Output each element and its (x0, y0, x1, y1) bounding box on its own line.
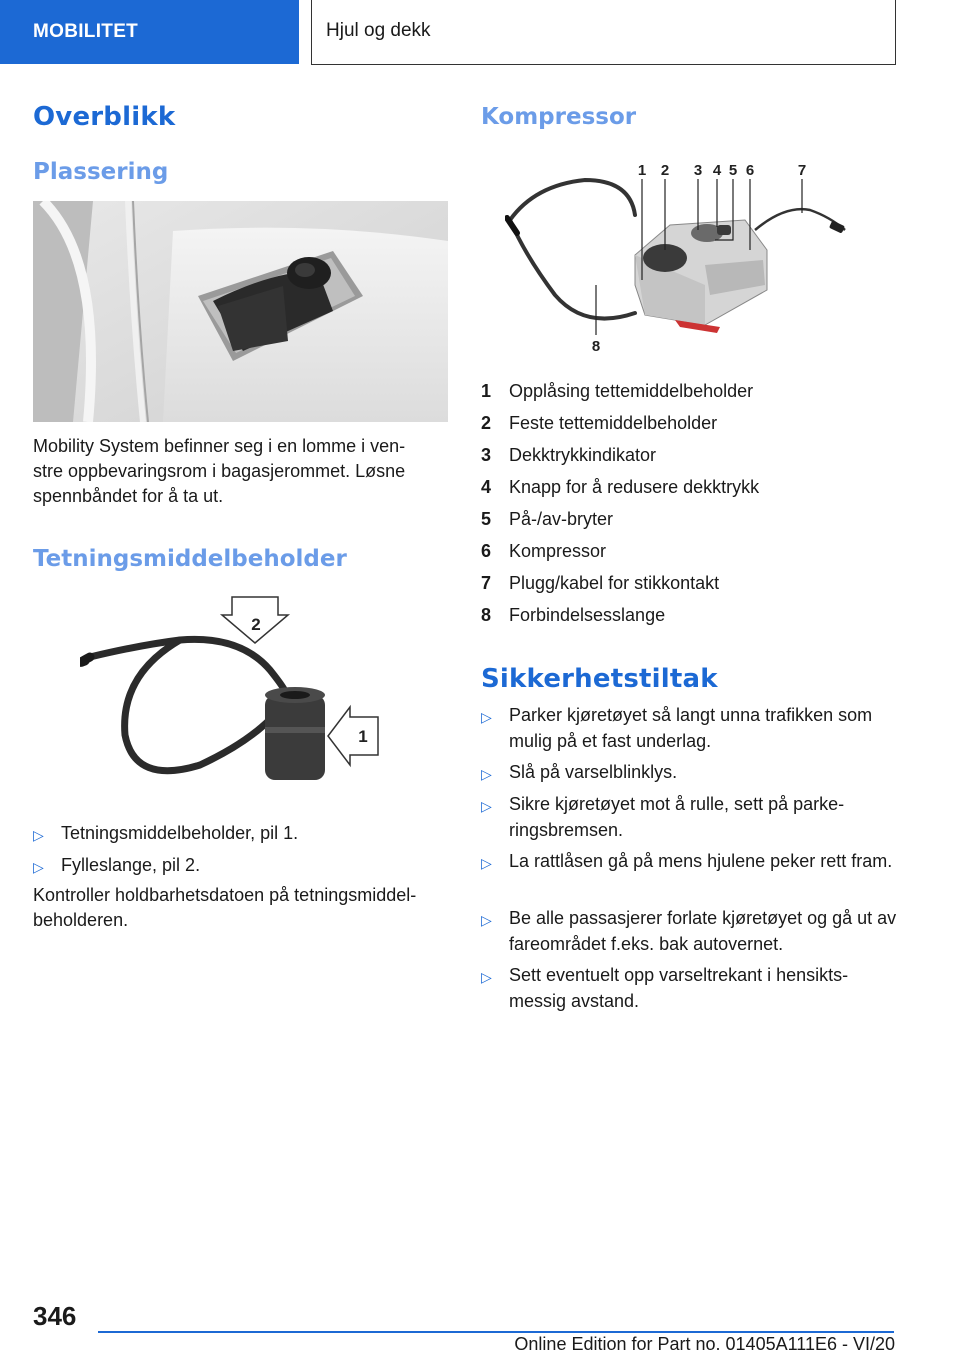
footer-divider (98, 1331, 894, 1333)
triangle-icon: ▷ (481, 798, 492, 814)
triangle-icon: ▷ (481, 912, 492, 928)
safety-bullet: ▷ La rattlåsen gå på mens hjulene peker rett fram. (481, 848, 901, 874)
compressor-callout-8: 8 (591, 338, 601, 355)
triangle-icon: ▷ (481, 709, 492, 725)
safety-bullet: ▷ Sikre kjøretøyet mot å rulle, sett på parke-ringsbremsen. (481, 794, 845, 840)
compressor-callout-7: 7 (797, 162, 807, 179)
page-number: 346 (33, 1301, 77, 1331)
triangle-icon: ▷ (481, 969, 492, 985)
compressor-callout-5: 5 (728, 162, 738, 179)
page-title: Overblikk (33, 102, 176, 132)
compressor-callout-4: 4 (712, 162, 722, 179)
edition-text: Online Edition for Part no. 01405A111E6 - VI/20 (514, 1334, 895, 1354)
safety-bullet: ▷ Slå på varselblinklys. (481, 759, 901, 785)
sealant-text: Kontroller holdbarhetsdatoen på tetningsmiddel-beholderen. (33, 885, 417, 930)
triangle-icon: ▷ (33, 859, 44, 875)
sealant-bullet: ▷ Tetningsmiddelbeholder, pil 1. (33, 820, 448, 846)
triangle-icon: ▷ (481, 766, 492, 782)
sealant-bullet: ▷ Fylleslange, pil 2. (33, 852, 448, 878)
safety-bullet: ▷ Sett eventuelt opp varseltrekant i hensikts-messig avstand. (481, 965, 849, 1011)
compressor-callout-6: 6 (745, 162, 755, 179)
safety-bullet: ▷ Parker kjøretøyet så langt unna trafikken som mulig på et fast underlag. (481, 705, 873, 751)
placement-heading: Plassering (33, 159, 169, 185)
chapter-tab[interactable]: MOBILITET (0, 0, 299, 64)
compressor-heading: Kompressor (481, 104, 637, 130)
safety-heading: Sikkerhetstiltak (481, 664, 718, 694)
triangle-icon: ▷ (33, 827, 44, 843)
section-title: Hjul og dekk (311, 0, 896, 65)
sealant-callout-1: 1 (358, 727, 368, 746)
sealant-callout-2: 2 (251, 615, 261, 634)
placement-text: Mobility System befinner seg i en lomme i ven- stre oppbevaringsrom i bagasjerommet. Løsne spennbåndet for å ta ut. (33, 436, 406, 506)
safety-bullet: ▷ Be alle passasjerer forlate kjøretøyet og gå ut av fareområdet f.eks. bak autovernet. (481, 908, 897, 954)
sealant-container-illustration (80, 595, 390, 790)
compressor-illustration (505, 155, 860, 355)
compressor-callout-3: 3 (693, 162, 703, 179)
compressor-callout-2: 2 (660, 162, 670, 179)
triangle-icon: ▷ (481, 855, 492, 871)
sealant-heading: Tetningsmiddelbeholder (33, 546, 347, 572)
compressor-callout-1: 1 (637, 162, 647, 179)
trunk-compartment-photo (33, 201, 448, 422)
